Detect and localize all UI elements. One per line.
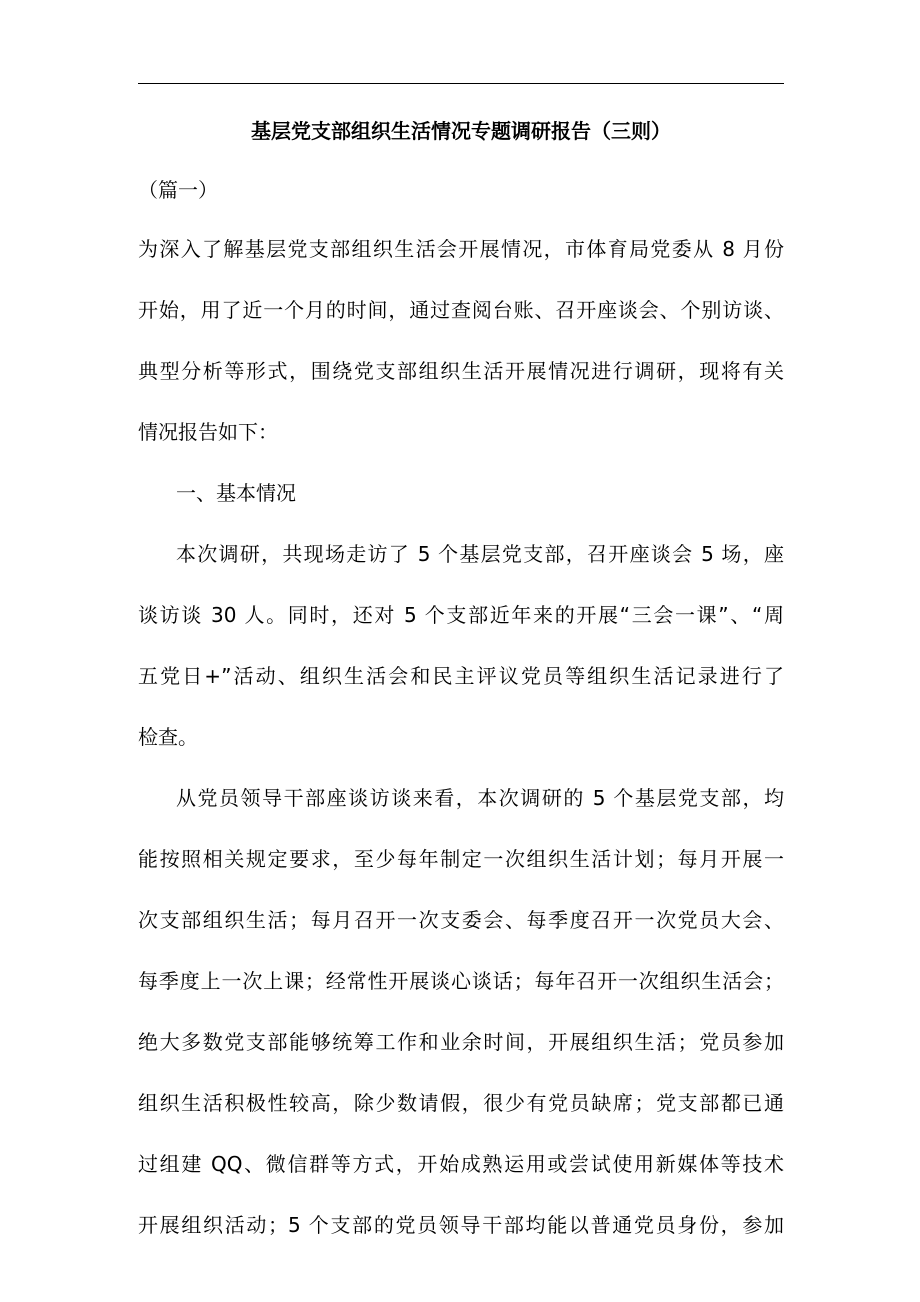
paragraph-line: 情况报告如下： (138, 420, 278, 444)
paragraph-line: 检查。 (138, 725, 198, 749)
section-heading: 一、基本情况 (176, 481, 296, 505)
section-label: （篇一） (138, 178, 218, 202)
paragraph-line: 谈访谈 30 人。同时，还对 5 个支部近年来的开展“三会一课”、“周 (138, 603, 784, 627)
paragraph-line: 次支部组织生活；每月召开一次支委会、每季度召开一次党员大会、 (138, 908, 784, 932)
paragraph-line: 过组建 QQ、微信群等方式，开始成熟运用或尝试使用新媒体等技术 (138, 1152, 784, 1176)
paragraph-line: 组织生活积极性较高，除少数请假，很少有党员缺席；党支部都已通 (138, 1091, 784, 1115)
paragraph-line: 从党员领导干部座谈访谈来看，本次调研的 5 个基层党支部，均 (176, 786, 784, 810)
paragraph-line: 开展组织活动；5 个支部的党员领导干部均能以普通党员身份，参加 (138, 1213, 784, 1237)
paragraph-line: 能按照相关规定要求，至少每年制定一次组织生活计划；每月开展一 (138, 847, 784, 871)
paragraph-line: 绝大多数党支部能够统筹工作和业余时间，开展组织生活；党员参加 (138, 1030, 784, 1054)
paragraph-line: 典型分析等形式，围绕党支部组织生活开展情况进行调研，现将有关 (138, 359, 784, 383)
paragraph-line: 五党日+”活动、组织生活会和民主评议党员等组织生活记录进行了 (138, 664, 784, 688)
paragraph-line: 本次调研，共现场走访了 5 个基层党支部，召开座谈会 5 场，座 (176, 542, 784, 566)
paragraph-line: 每季度上一次上课；经常性开展谈心谈话；每年召开一次组织生活会； (138, 969, 784, 993)
document-body (138, 168, 784, 1247)
paragraph-line: 为深入了解基层党支部组织生活会开展情况，市体育局党委从 8 月份 (138, 237, 784, 261)
document-title: 基层党支部组织生活情况专题调研报告（三则） (251, 119, 671, 143)
paragraph-line: 开始，用了近一个月的时间，通过查阅台账、召开座谈会、个别访谈、 (138, 298, 784, 322)
header-rule (138, 83, 784, 84)
